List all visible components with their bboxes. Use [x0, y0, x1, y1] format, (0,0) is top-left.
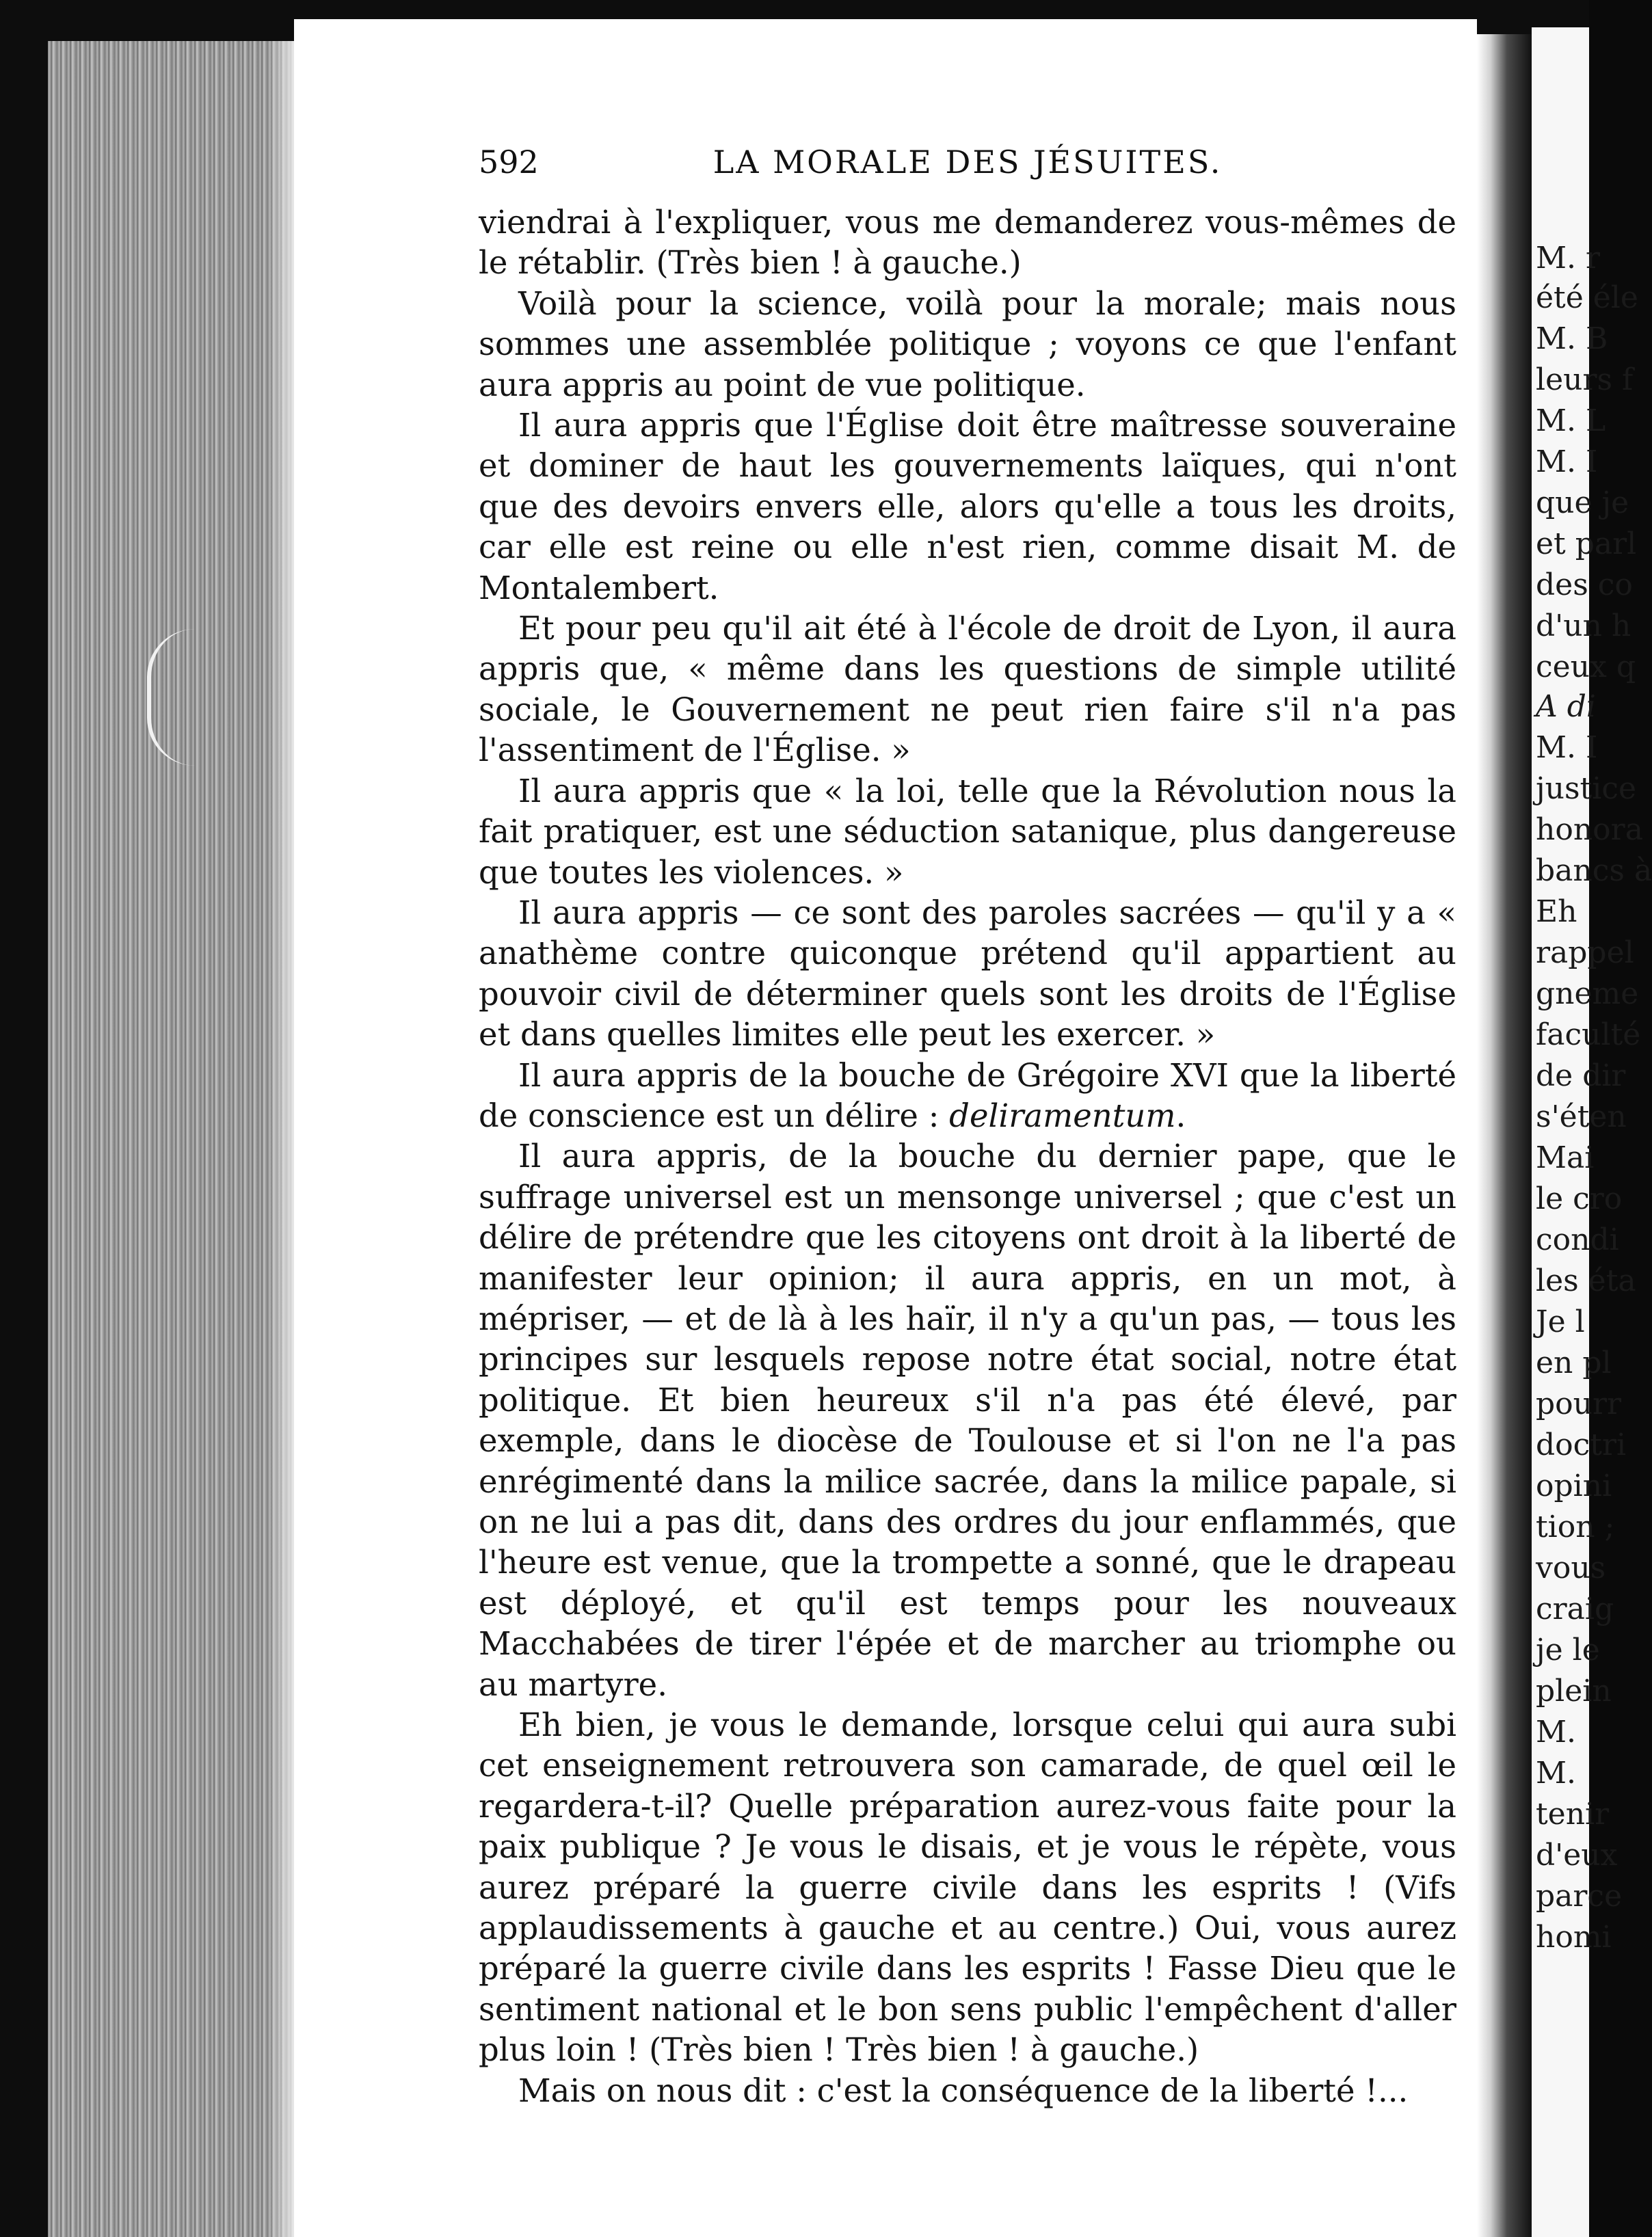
next-page-fragment: M. I — [1536, 444, 1598, 479]
body-text — [479, 202, 1456, 2111]
paragraph: viendrai à l'expliquer, vous me demanderez vous-mêmes de le rétablir. (Très bien ! à gauche.) — [479, 204, 1456, 282]
page-header — [479, 144, 1456, 191]
next-page-fragment: M. r — [1536, 241, 1601, 276]
next-page-fragment: parce — [1536, 1879, 1623, 1914]
book-page-edges — [48, 41, 294, 2237]
next-page-fragment: été éle — [1536, 280, 1638, 315]
next-page-fragment: opini — [1536, 1469, 1612, 1503]
paragraph: Il aura appris — ce sont des paroles sacrées — qu'il y a « anathème contre quiconque prétend qu'il appartient au pouvoir civil de déterminer quels sont les droits de l'Église et dans quelles limites elle peut les exercer. » — [479, 894, 1456, 1054]
next-page-fragment: pourr — [1536, 1387, 1622, 1421]
latin-term: deliramentum — [949, 1097, 1176, 1134]
next-page-fragment: homi — [1536, 1920, 1612, 1955]
next-page-fragment: justice — [1536, 771, 1636, 806]
paragraph: Mais on nous dit : c'est la conséquence de la liberté !... — [518, 2072, 1409, 2109]
next-page-fragment: je le — [1536, 1633, 1600, 1667]
next-page-fragment: s'éten — [1536, 1099, 1627, 1134]
paragraph-text: Il aura appris de la bouche de Grégoire XVI que la liberté de conscience est un délire : — [479, 1056, 1456, 1134]
next-page-fragment: plein — [1536, 1674, 1612, 1709]
paragraph: Voilà pour la science, voilà pour la morale; mais nous sommes une assemblée politique ; voyons ce que l'enfant aura appris au point de vue politique. — [479, 284, 1456, 403]
book-page-right-fragment — [1532, 27, 1652, 2237]
next-page-fragment: M. B — [1536, 321, 1608, 356]
next-page-fragment: tion ; — [1536, 1510, 1615, 1544]
next-page-fragment: de dir — [1536, 1058, 1626, 1093]
next-page-fragment: honora — [1536, 812, 1643, 847]
paragraph-text: . — [1175, 1097, 1186, 1134]
next-page-fragment: gneme — [1536, 976, 1639, 1011]
next-page-fragment: les éta — [1536, 1263, 1636, 1298]
page-number: 592 — [479, 144, 539, 180]
paragraph: Et pour peu qu'il ait été à l'école de droit de Lyon, il aura appris que, « même dans les questions de simple utilité sociale, le Gouvernement ne peut rien faire s'il n'a pas l'assentiment de l'Église. » — [479, 610, 1456, 769]
next-page-fragment: tenir — [1536, 1797, 1610, 1832]
next-page-fragment: d'un h — [1536, 608, 1631, 643]
next-page-fragment: que je — [1536, 485, 1629, 520]
next-page-fragment: M. — [1536, 1715, 1577, 1750]
next-page-fragment: des co — [1536, 567, 1633, 602]
book-gutter — [1477, 34, 1532, 2237]
paragraph: Il aura appris que « la loi, telle que la Révolution nous la fait pratiquer, est une séduction satanique, plus dangereuse que toutes les violences. » — [479, 772, 1456, 891]
edge-mark — [147, 629, 199, 766]
next-page-fragment: M. — [1536, 1756, 1577, 1791]
paragraph: Il aura appris que l'Église doit être maîtresse souveraine et dominer de haut les gouvernements laïques, qui n'ont que des devoirs envers elle, alors qu'elle a tous les droits, car elle est reine ou elle n'est rien, comme disait M. de Montalembert. — [479, 407, 1456, 606]
next-page-fragment: bancs à — [1536, 853, 1652, 888]
next-page-fragment: le cro — [1536, 1181, 1623, 1216]
next-page-fragment: rappel — [1536, 935, 1634, 970]
next-page-fragment: leurs f — [1536, 362, 1634, 397]
paragraph: Eh bien, je vous le demande, lorsque celui qui aura subi cet enseignement retrouvera son camarade, de quel œil le regardera-t-il? Quelle préparation aurez-vous faite pour la paix publique ? Je vous le disais, et je vous le répète, vous aurez préparé la guerre civile dans les esprits ! (Vifs applaudissements à gauche et au centre.) Oui, vous aurez préparé la guerre civile dans les esprits ! Fasse Dieu que le sentiment national et le bon sens public l'empêchent d'aller plus loin ! (Très bien ! Très bien ! à gauche.) — [479, 1706, 1456, 2069]
running-title: LA MORALE DES JÉSUITES. — [712, 144, 1223, 180]
next-page-fragment: faculté — [1536, 1017, 1641, 1052]
next-page-fragment: doctri — [1536, 1428, 1627, 1462]
next-page-fragment: Mai — [1536, 1140, 1595, 1175]
paragraph — [479, 1056, 1456, 1137]
next-page-fragment: condi — [1536, 1222, 1619, 1257]
next-page-fragment: Eh — [1536, 894, 1577, 929]
next-page-fragment: M. L — [1536, 403, 1606, 438]
next-page-fragment: M. I — [1536, 730, 1598, 765]
next-page-fragment: A di — [1536, 689, 1596, 724]
next-page-fragment: vous — [1536, 1551, 1606, 1585]
paragraph: Il aura appris, de la bouche du dernier pape, que le suffrage universel est un mensonge universel ; que c'est un délire de prétendre que les citoyens ont droit à la liberté de manifester leur opinion; il aura appris, en un mot, à mépriser, — et de là à les haïr, il n'y a qu'un pas, — tous les principes sur lesquels repose notre état social, notre état politique. Et bien heureux s'il n'a pas été élevé, par exemple, dans le diocèse de Toulouse et si l'on ne l'a pas enrégimenté dans la milice sacrée, dans la milice papale, si on ne lui a pas dit, dans des ordres du jour enflammés, que l'heure est venue, que la trompette a sonné, que le drapeau est déployé, et qu'il est temps pour les nouveaux Macchabées de tirer l'épée et de marcher au triomphe ou au martyre. — [479, 1138, 1456, 1703]
next-page-fragment: d'eux — [1536, 1838, 1618, 1873]
next-page-fragment: et parl — [1536, 526, 1637, 561]
next-page-fragment: ceux q — [1536, 649, 1636, 684]
next-page-fragment: Je l — [1536, 1304, 1585, 1339]
next-page-fragment: craig — [1536, 1592, 1614, 1626]
next-page-fragment: en pl — [1536, 1345, 1612, 1380]
